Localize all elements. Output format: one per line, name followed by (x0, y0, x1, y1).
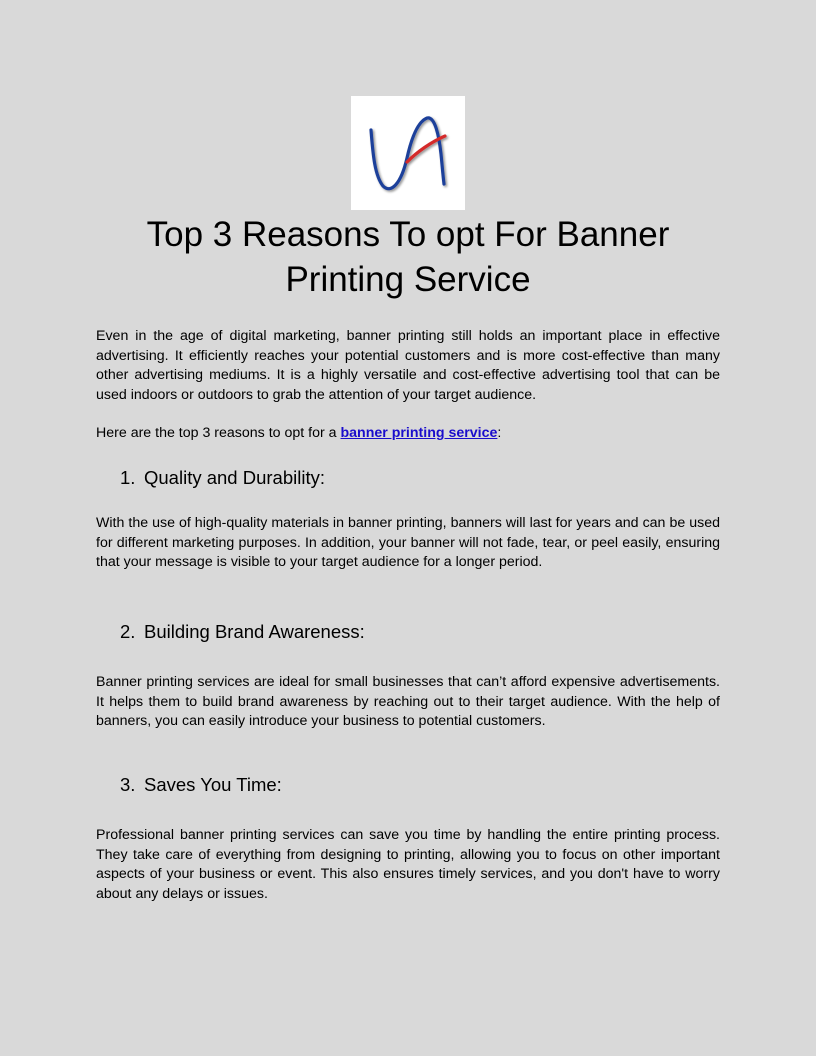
page-title: Top 3 Reasons To opt For Banner Printing Service (146, 215, 670, 299)
reason-2-title: Building Brand Awareness: (144, 621, 365, 642)
reason-2-heading (120, 620, 720, 644)
reason-1-body: With the use of high-quality materials in banner printing, banners will last for years and can be used for different marketing purposes. In addition, your banner will not fade, tear, or peel easily, ensuring that your message is visible to your target audience for a longer period. (96, 515, 720, 570)
reason-3-body: Professional banner printing services can save you time by handling the entire printing process. They take care of everything from designing to printing, allowing you to focus on other important aspects of your business or event. This also ensures timely services, and you don't have to worry about any delays or issues. (96, 827, 720, 902)
lead-in-text: Here are the top 3 reasons to opt for a (96, 425, 341, 441)
reason-1-title: Quality and Durability: (144, 467, 325, 488)
reason-3-number: 3. (120, 774, 136, 795)
reason-1-number: 1. (120, 467, 136, 488)
banner-printing-service-link[interactable]: banner printing service (340, 425, 498, 441)
reason-3-title: Saves You Time: (144, 774, 282, 795)
reason-2-body: Banner printing services are ideal for small businesses that can’t afford expensive advertisements. It helps them to build brand awareness by reaching out to their target audience. With the help of banners, you can easily introduce your business to potential customers. (96, 674, 720, 729)
brand-logo-icon (351, 96, 465, 210)
lead-in-line (96, 424, 720, 444)
reason-1-heading (120, 466, 720, 490)
reason-2-number: 2. (120, 621, 136, 642)
reason-3-heading (120, 773, 720, 797)
brand-logo (351, 96, 465, 210)
intro-paragraph: Even in the age of digital marketing, banner printing still holds an important place in effective advertising. It efficiently reaches your potential customers and is more cost-effective than many other advertising mediums. It is a highly versatile and cost-effective advertising tool that can be used indoors or outdoors to grab the attention of your target audience. (96, 328, 720, 403)
lead-in-colon: : (497, 425, 502, 441)
